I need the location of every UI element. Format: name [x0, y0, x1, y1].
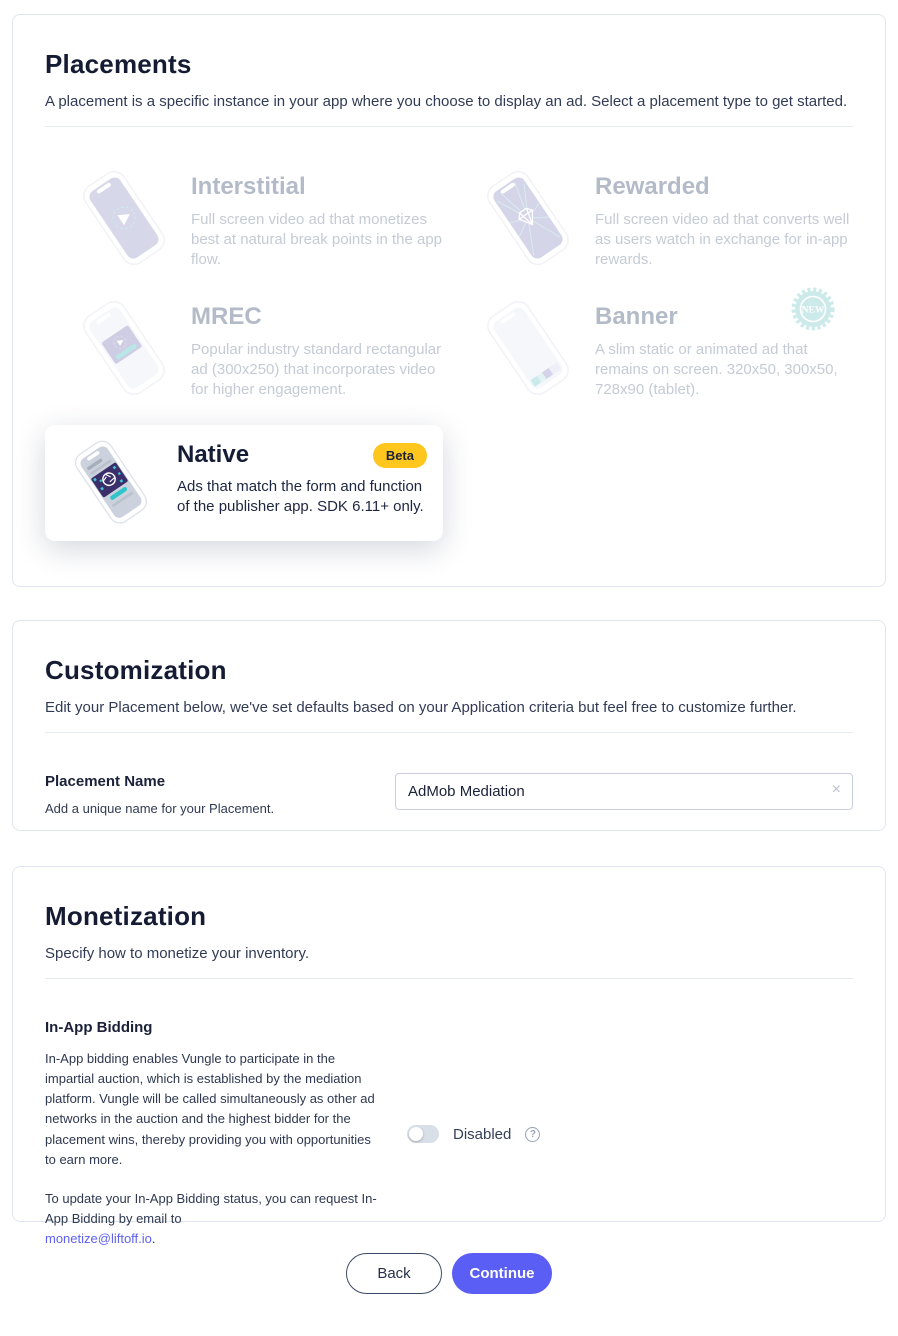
placements-card: [12, 14, 886, 587]
back-button[interactable]: Back: [346, 1253, 442, 1294]
monetize-email-link[interactable]: monetize@liftoff.io: [45, 1231, 152, 1247]
placement-name-label: Placement Name: [45, 773, 166, 790]
interstitial-phone-icon: [65, 167, 183, 271]
placements-title: Placements: [45, 49, 192, 79]
new-badge-text: NEW: [801, 305, 825, 316]
monetization-subtitle: Specify how to monetize your inventory.: [45, 945, 310, 962]
placements-subtitle: A placement is a specific instance in your app where you choose to display an ad. Select a placement type to get started.: [45, 93, 848, 110]
interstitial-description: Full screen video ad that monetizes best at natural break points in the app flow.: [191, 211, 443, 268]
customization-card: [12, 620, 886, 831]
rewarded-description: Full screen video ad that converts well as users watch in exchange for in-app rewards.: [595, 211, 850, 268]
mrec-label: MREC: [191, 303, 262, 330]
banner-label: Banner: [595, 303, 678, 330]
monetization-card: [12, 866, 886, 1247]
banner-description: A slim static or animated ad that remains on screen. 320x50, 300x50, 728x90 (tablet).: [595, 341, 838, 398]
in-app-bidding-label: In-App Bidding: [45, 1019, 153, 1036]
native-label: Native: [177, 441, 250, 468]
placement-type-native[interactable]: [45, 425, 443, 541]
mrec-description: Popular industry standard rectangular ad (300x250) that incorporates video for higher engagement.: [191, 341, 442, 398]
monetization-title: Monetization: [45, 901, 207, 931]
placement-type-mrec[interactable]: [45, 281, 449, 411]
native-phone-icon: [59, 437, 163, 529]
toggle-knob: [409, 1127, 423, 1141]
help-icon[interactable]: ?: [525, 1127, 540, 1142]
placement-type-grid: [45, 127, 853, 541]
beta-badge: Beta: [373, 443, 427, 468]
rewarded-label: Rewarded: [595, 173, 710, 200]
placement-type-rewarded[interactable]: [449, 151, 853, 281]
in-app-bidding-toggle[interactable]: [407, 1125, 439, 1143]
placement-name-helper: Add a unique name for your Placement.: [45, 801, 275, 816]
in-app-bidding-status: Disabled: [453, 1125, 512, 1143]
native-description: Ads that match the form and function of the publisher app. SDK 6.11+ only.: [177, 478, 424, 515]
placement-type-interstitial[interactable]: [45, 151, 449, 281]
continue-button[interactable]: Continue: [452, 1253, 552, 1294]
footer-actions: [0, 1253, 898, 1294]
new-badge: [791, 287, 835, 336]
customization-subtitle: Edit your Placement below, we've set defaults based on your Application criteria but feel free to customize further.: [45, 699, 797, 716]
placement-type-banner[interactable]: [449, 281, 853, 411]
placement-name-input[interactable]: [395, 773, 853, 810]
mrec-phone-icon: [65, 297, 183, 401]
banner-phone-icon: [469, 297, 587, 401]
interstitial-label: Interstitial: [191, 173, 306, 200]
in-app-bidding-description: In-App bidding enables Vungle to participate in the impartial auction, which is established by the mediation platform. Vungle will be called simultaneously as other ad networks in the auction and the highest bidder for the placement wins, thereby providing you with opportunities to earn more.: [45, 1051, 375, 1167]
in-app-bidding-update-note: To update your In-App Bidding status, you can request In-App Bidding by email to monetize@liftoff.io.: [45, 1190, 377, 1247]
rewarded-phone-icon: [469, 167, 587, 271]
clear-input-icon[interactable]: ×: [831, 781, 841, 798]
customization-title: Customization: [45, 655, 227, 685]
